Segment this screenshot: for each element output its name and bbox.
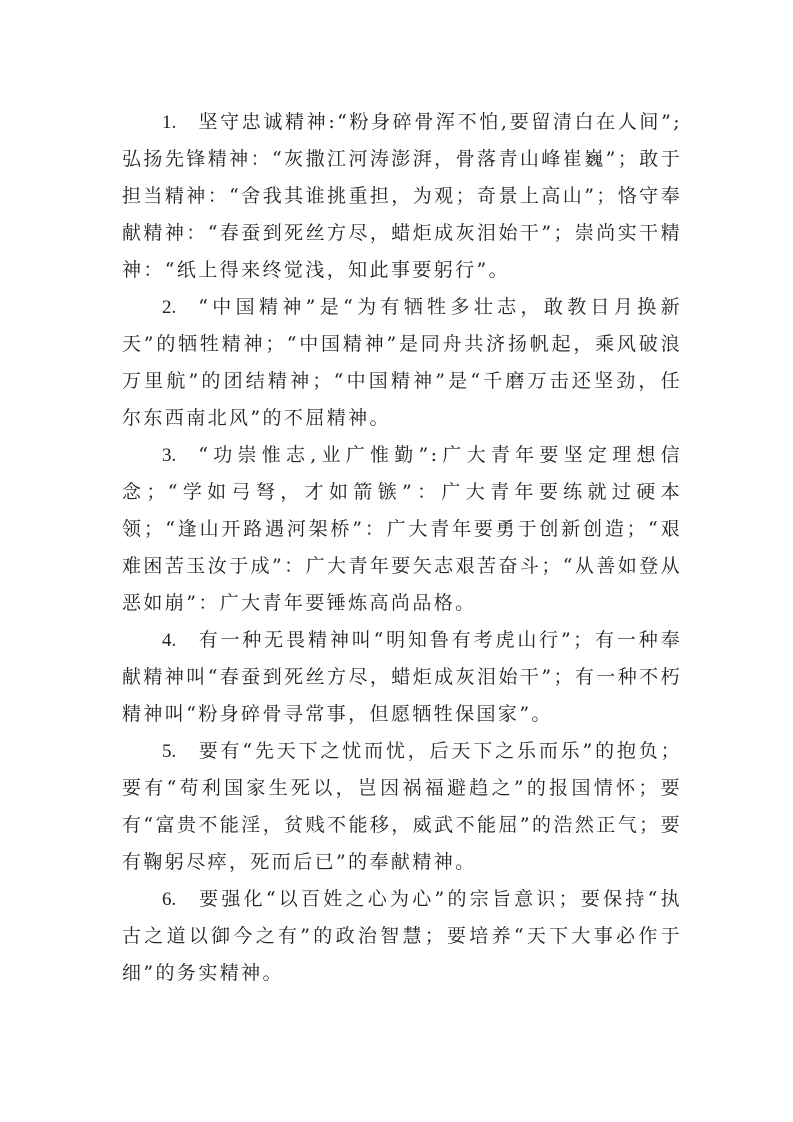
paragraph-text: 坚守忠诚精神:“粉身碎骨浑不怕,要留清白在人间”;弘扬先锋精神：“灰撒江河涛澎湃，骨落青山峰崔巍”；敢于担当精神：“舍我其谁挑重担，为观；奇景上高山”；恪守奉献精神：“春蚕到死丝方尽，蜡炬成灰泪始干”；崇尚实干精神：“纸上得来终觉浅，知此事要躬行”。 [122,111,682,281]
paragraph-text: 要强化“以百姓之心为心”的宗旨意识；要保持“执古之道以御今之有”的政治智慧；要培养“天下大事必作于细”的务实精神。 [122,888,682,984]
paragraph-number: 4. [162,630,177,651]
paragraph-2 [122,289,682,437]
document-page [122,104,682,992]
paragraph-5 [122,733,682,881]
paragraph-text: 要有“先天下之忧而忧，后天下之乐而乐”的抱负；要有“苟利国家生死以，岂因祸福避趋之”的报国情怀；要有“富贵不能淫，贫贱不能移，威武不能屈”的浩然正气；要有鞠躬尽瘁，死而后已”的奉献精神。 [122,740,682,873]
paragraph-1 [122,104,682,289]
paragraph-6 [122,881,682,992]
paragraph-text: “功崇惟志,业广惟勤”:广大青年要坚定理想信念；“学如弓弩，才如箭镞”：广大青年要练就过硬本领；“逢山开路遇河架桥”：广大青年要勇于创新创造；“艰难困苦玉汝于成”：广大青年要矢志艰苦奋斗；“从善如登从恶如崩”：广大青年要锤炼高尚品格。 [122,444,682,614]
paragraph-number: 3. [162,445,177,466]
paragraph-number: 6. [162,889,177,910]
paragraph-text: 有一种无畏精神叫“明知鲁有考虎山行”；有一种奉献精神叫“春蚕到死丝方尽，蜡炬成灰泪始干”；有一种不朽精神叫“粉身碎骨寻常事，但愿牺牲保国家”。 [122,629,682,725]
paragraph-number: 1. [162,112,177,133]
paragraph-number: 5. [162,741,177,762]
paragraph-number: 2. [162,297,177,318]
paragraph-4 [122,622,682,733]
paragraph-text: “中国精神”是“为有牺牲多壮志，敢教日月换新天”的牺牲精神；“中国精神”是同舟共济扬帆起，乘风破浪万里航”的团结精神；“中国精神”是“千磨万击还坚劲，任尔东西南北风”的不屈精神。 [122,296,682,429]
paragraph-3 [122,437,682,622]
